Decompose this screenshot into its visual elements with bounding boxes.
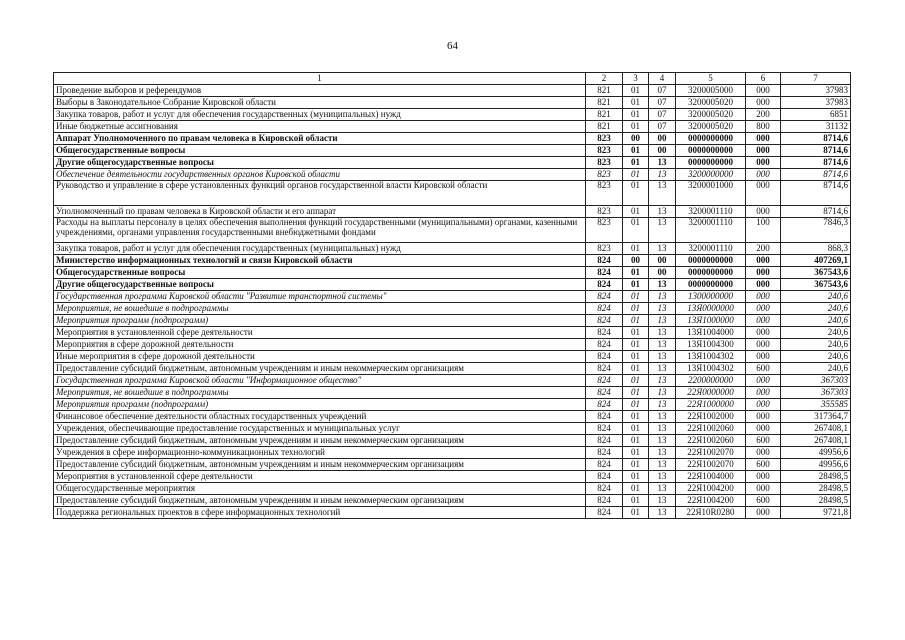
cell-admin-code: 824 [586,471,623,483]
cell-section: 01 [623,303,649,315]
cell-target-article: 1300000000 [676,291,746,303]
cell-amount: 8714,6 [781,157,851,169]
cell-section: 00 [623,255,649,267]
header-col-4: 4 [649,73,676,85]
table-row [54,459,851,471]
cell-name: Учреждения в сфере информационно-коммуникационных технологий [54,447,586,459]
cell-admin-code: 823 [586,206,623,218]
cell-section: 01 [623,218,649,243]
cell-admin-code: 824 [586,411,623,423]
table-row [54,423,851,435]
table-row [54,279,851,291]
table-row [54,471,851,483]
table-row [54,435,851,447]
cell-admin-code: 824 [586,483,623,495]
cell-name: Мероприятия, не вошедшие в подпрограммы [54,303,586,315]
cell-name: Общегосударственные вопросы [54,145,586,157]
cell-admin-code: 821 [586,97,623,109]
cell-admin-code: 823 [586,133,623,145]
cell-name: Общегосударственные мероприятия [54,483,586,495]
cell-section: 01 [623,423,649,435]
cell-admin-code: 823 [586,181,623,206]
cell-target-article: 3200005020 [676,97,746,109]
cell-subsection: 07 [649,109,676,121]
cell-section: 01 [623,267,649,279]
cell-section: 01 [623,399,649,411]
cell-section: 01 [623,471,649,483]
header-col-1: 1 [54,73,586,85]
cell-amount: 355585 [781,399,851,411]
cell-section: 01 [623,206,649,218]
cell-target-article: 0000000000 [676,145,746,157]
cell-amount: 367543,6 [781,279,851,291]
cell-target-article: 22Я1000000 [676,399,746,411]
cell-section: 01 [623,435,649,447]
cell-admin-code: 824 [586,279,623,291]
cell-subsection: 13 [649,423,676,435]
cell-target-article: 13Я1004302 [676,363,746,375]
cell-amount: 868,3 [781,243,851,255]
cell-admin-code: 824 [586,291,623,303]
cell-expense-type: 000 [746,375,781,387]
cell-admin-code: 824 [586,363,623,375]
cell-admin-code: 821 [586,85,623,97]
cell-section: 01 [623,315,649,327]
cell-expense-type: 600 [746,495,781,507]
cell-expense-type: 200 [746,109,781,121]
cell-admin-code: 823 [586,218,623,243]
table-row [54,303,851,315]
cell-target-article: 3200005020 [676,109,746,121]
cell-section: 01 [623,243,649,255]
table-row [54,206,851,218]
cell-section: 01 [623,483,649,495]
cell-section: 01 [623,411,649,423]
table-row [54,291,851,303]
cell-section: 01 [623,291,649,303]
cell-target-article: 22Я1002060 [676,435,746,447]
cell-subsection: 13 [649,411,676,423]
table-row [54,363,851,375]
cell-name: Предоставление субсидий бюджетным, автономным учреждениям и иным некоммерческим организациям [54,459,586,471]
cell-subsection: 13 [649,495,676,507]
cell-target-article: 0000000000 [676,133,746,145]
cell-subsection: 13 [649,181,676,206]
table-row [54,315,851,327]
cell-name: Предоставление субсидий бюджетным, автономным учреждениям и иным некоммерческим организациям [54,495,586,507]
cell-amount: 28498,5 [781,483,851,495]
cell-amount: 28498,5 [781,495,851,507]
cell-admin-code: 824 [586,423,623,435]
cell-amount: 240,6 [781,291,851,303]
table-row [54,483,851,495]
cell-amount: 367303 [781,387,851,399]
cell-section: 01 [623,121,649,133]
cell-name: Предоставление субсидий бюджетным, автономным учреждениям и иным некоммерческим организациям [54,435,586,447]
cell-target-article: 22Я1002060 [676,423,746,435]
cell-name: Предоставление субсидий бюджетным, автономным учреждениям и иным некоммерческим организациям [54,363,586,375]
cell-amount: 37983 [781,85,851,97]
cell-expense-type: 000 [746,267,781,279]
cell-expense-type: 000 [746,483,781,495]
cell-name: Мероприятия программ (подпрограмм) [54,399,586,411]
cell-amount: 240,6 [781,327,851,339]
cell-subsection: 13 [649,447,676,459]
cell-target-article: 3200005020 [676,121,746,133]
cell-subsection: 00 [649,255,676,267]
table-row [54,375,851,387]
header-col-5: 5 [676,73,746,85]
cell-subsection: 07 [649,121,676,133]
cell-name: Проведение выборов и референдумов [54,85,586,97]
cell-subsection: 13 [649,399,676,411]
cell-subsection: 13 [649,387,676,399]
cell-section: 01 [623,145,649,157]
cell-target-article: 3200005000 [676,85,746,97]
table-row [54,243,851,255]
table-row [54,327,851,339]
cell-name: Мероприятия в установленной сфере деятельности [54,471,586,483]
cell-expense-type: 000 [746,255,781,267]
cell-amount: 49956,6 [781,459,851,471]
table-row [54,121,851,133]
cell-target-article: 22Я1004000 [676,471,746,483]
cell-amount: 267408,1 [781,423,851,435]
cell-name: Мероприятия в сфере дорожной деятельности [54,339,586,351]
cell-amount: 240,6 [781,315,851,327]
cell-section: 01 [623,339,649,351]
cell-amount: 8714,6 [781,133,851,145]
cell-subsection: 13 [649,279,676,291]
cell-target-article: 0000000000 [676,279,746,291]
cell-target-article: 3200001000 [676,181,746,206]
cell-subsection: 13 [649,243,676,255]
cell-subsection: 13 [649,303,676,315]
cell-subsection: 13 [649,291,676,303]
cell-target-article: 3200000000 [676,169,746,181]
cell-expense-type: 000 [746,303,781,315]
cell-subsection: 13 [649,363,676,375]
cell-subsection: 00 [649,145,676,157]
cell-section: 01 [623,85,649,97]
cell-subsection: 07 [649,97,676,109]
cell-expense-type: 000 [746,411,781,423]
cell-amount: 240,6 [781,303,851,315]
cell-subsection: 13 [649,471,676,483]
cell-expense-type: 000 [746,145,781,157]
header-col-3: 3 [623,73,649,85]
cell-admin-code: 824 [586,375,623,387]
cell-target-article: 13Я1004302 [676,351,746,363]
cell-admin-code: 824 [586,255,623,267]
cell-subsection: 13 [649,351,676,363]
cell-expense-type: 100 [746,218,781,243]
cell-target-article: 13Я0000000 [676,303,746,315]
cell-admin-code: 821 [586,109,623,121]
cell-expense-type: 200 [746,243,781,255]
cell-target-article: 13Я1000000 [676,315,746,327]
cell-expense-type: 000 [746,315,781,327]
cell-expense-type: 000 [746,507,781,519]
cell-subsection: 13 [649,315,676,327]
cell-subsection: 13 [649,169,676,181]
cell-name: Финансовое обеспечение деятельности областных государственных учреждений [54,411,586,423]
page-number: 64 [447,40,458,52]
cell-expense-type: 000 [746,181,781,206]
cell-subsection: 00 [649,267,676,279]
cell-expense-type: 000 [746,423,781,435]
cell-target-article: 2200000000 [676,375,746,387]
cell-expense-type: 000 [746,351,781,363]
cell-amount: 37983 [781,97,851,109]
cell-expense-type: 000 [746,157,781,169]
table-row [54,495,851,507]
cell-amount: 407269,1 [781,255,851,267]
cell-expense-type: 000 [746,291,781,303]
cell-amount: 240,6 [781,363,851,375]
cell-admin-code: 823 [586,243,623,255]
cell-target-article: 22Я1002000 [676,411,746,423]
cell-section: 01 [623,181,649,206]
cell-name: Другие общегосударственные вопросы [54,157,586,169]
cell-admin-code: 824 [586,351,623,363]
budget-table [53,72,851,519]
cell-admin-code: 821 [586,121,623,133]
cell-amount: 7846,3 [781,218,851,243]
cell-name: Государственная программа Кировской области "Развитие транспортной системы" [54,291,586,303]
table-header-row [54,73,851,85]
cell-admin-code: 824 [586,339,623,351]
cell-section: 01 [623,351,649,363]
cell-subsection: 00 [649,133,676,145]
cell-name: Министерство информационных технологий и связи Кировской области [54,255,586,267]
cell-section: 01 [623,109,649,121]
table-row [54,97,851,109]
cell-target-article: 13Я1004000 [676,327,746,339]
cell-subsection: 13 [649,459,676,471]
cell-expense-type: 000 [746,206,781,218]
cell-expense-type: 000 [746,399,781,411]
cell-amount: 267408,1 [781,435,851,447]
table-row [54,399,851,411]
cell-name: Иные мероприятия в сфере дорожной деятельности [54,351,586,363]
cell-expense-type: 000 [746,471,781,483]
cell-subsection: 13 [649,375,676,387]
cell-subsection: 13 [649,339,676,351]
cell-subsection: 13 [649,327,676,339]
cell-target-article: 22Я1004200 [676,483,746,495]
cell-target-article: 3200001110 [676,206,746,218]
cell-admin-code: 824 [586,315,623,327]
cell-name: Закупка товаров, работ и услуг для обеспечения государственных (муниципальных) нужд [54,243,586,255]
header-col-2: 2 [586,73,623,85]
cell-target-article: 13Я1004300 [676,339,746,351]
cell-subsection: 07 [649,85,676,97]
cell-expense-type: 000 [746,85,781,97]
table-row [54,85,851,97]
cell-name: Мероприятия, не вошедшие в подпрограммы [54,387,586,399]
table-row [54,157,851,169]
cell-amount: 367543,6 [781,267,851,279]
cell-amount: 317364,7 [781,411,851,423]
table-row [54,133,851,145]
cell-name: Аппарат Уполномоченного по правам человека в Кировской области [54,133,586,145]
cell-target-article: 22Я1004200 [676,495,746,507]
table-row [54,351,851,363]
cell-target-article: 0000000000 [676,157,746,169]
cell-subsection: 13 [649,507,676,519]
cell-amount: 8714,6 [781,206,851,218]
cell-target-article: 22Я1002070 [676,459,746,471]
cell-section: 01 [623,169,649,181]
table-row [54,507,851,519]
cell-amount: 9721,8 [781,507,851,519]
cell-name: Уполномоченный по правам человека в Кировской области и его аппарат [54,206,586,218]
cell-name: Другие общегосударственные вопросы [54,279,586,291]
cell-subsection: 13 [649,206,676,218]
cell-target-article: 3200001110 [676,218,746,243]
cell-target-article: 0000000000 [676,267,746,279]
cell-target-article: 22Я0000000 [676,387,746,399]
cell-section: 01 [623,327,649,339]
cell-admin-code: 824 [586,303,623,315]
cell-admin-code: 824 [586,507,623,519]
cell-admin-code: 823 [586,157,623,169]
cell-expense-type: 600 [746,435,781,447]
cell-admin-code: 824 [586,267,623,279]
cell-target-article: 22Я10R0280 [676,507,746,519]
cell-amount: 8714,6 [781,181,851,206]
cell-name: Государственная программа Кировской области "Информационное общество" [54,375,586,387]
cell-admin-code: 824 [586,327,623,339]
cell-expense-type: 000 [746,133,781,145]
table-row [54,339,851,351]
cell-admin-code: 824 [586,447,623,459]
cell-amount: 6851 [781,109,851,121]
cell-section: 01 [623,363,649,375]
cell-name: Мероприятия в установленной сфере деятельности [54,327,586,339]
cell-expense-type: 800 [746,121,781,133]
cell-expense-type: 000 [746,97,781,109]
table-row [54,218,851,243]
cell-name: Выборы в Законодательное Собрание Кировской области [54,97,586,109]
header-col-6: 6 [746,73,781,85]
cell-expense-type: 000 [746,339,781,351]
cell-section: 01 [623,387,649,399]
cell-section: 01 [623,279,649,291]
cell-section: 01 [623,97,649,109]
table-row [54,411,851,423]
cell-name: Поддержка региональных проектов в сфере информационных технологий [54,507,586,519]
cell-name: Учреждения, обеспечивающие предоставление государственных и муниципальных услуг [54,423,586,435]
cell-expense-type: 000 [746,169,781,181]
cell-admin-code: 824 [586,435,623,447]
cell-amount: 28498,5 [781,471,851,483]
table-row [54,255,851,267]
cell-target-article: 22Я1002070 [676,447,746,459]
cell-subsection: 13 [649,483,676,495]
cell-subsection: 13 [649,218,676,243]
header-col-7: 7 [781,73,851,85]
cell-section: 01 [623,447,649,459]
cell-name: Обеспечение деятельности государственных органов Кировской области [54,169,586,181]
cell-amount: 49956,6 [781,447,851,459]
cell-name: Мероприятия программ (подпрограмм) [54,315,586,327]
cell-admin-code: 823 [586,169,623,181]
table-row [54,387,851,399]
cell-amount: 8714,6 [781,169,851,181]
cell-section: 01 [623,495,649,507]
cell-admin-code: 823 [586,145,623,157]
table-row [54,181,851,206]
cell-amount: 240,6 [781,339,851,351]
table-row [54,447,851,459]
cell-amount: 367303 [781,375,851,387]
table-row [54,145,851,157]
table-row [54,109,851,121]
cell-admin-code: 824 [586,387,623,399]
cell-name: Закупка товаров, работ и услуг для обеспечения государственных (муниципальных) нужд [54,109,586,121]
cell-expense-type: 000 [746,387,781,399]
cell-section: 01 [623,507,649,519]
cell-subsection: 13 [649,157,676,169]
cell-subsection: 13 [649,435,676,447]
cell-admin-code: 824 [586,495,623,507]
cell-section: 01 [623,459,649,471]
cell-section: 01 [623,375,649,387]
cell-amount: 8714,6 [781,145,851,157]
cell-name: Руководство и управление в сфере установленных функций органов государственной власти Кировской области [54,181,586,206]
cell-expense-type: 000 [746,327,781,339]
cell-section: 01 [623,157,649,169]
table-row [54,267,851,279]
cell-expense-type: 600 [746,459,781,471]
cell-admin-code: 824 [586,399,623,411]
cell-amount: 31132 [781,121,851,133]
cell-amount: 240,6 [781,351,851,363]
cell-name: Общегосударственные вопросы [54,267,586,279]
cell-expense-type: 600 [746,363,781,375]
cell-expense-type: 000 [746,447,781,459]
table-row [54,169,851,181]
cell-section: 00 [623,133,649,145]
cell-expense-type: 000 [746,279,781,291]
cell-name: Иные бюджетные ассигнования [54,121,586,133]
cell-target-article: 0000000000 [676,255,746,267]
cell-admin-code: 824 [586,459,623,471]
cell-target-article: 3200001110 [676,243,746,255]
cell-name: Расходы на выплаты персоналу в целях обеспечения выполнения функций государственными (муниципальными) органами, казенными учреждениями, органами управления государственными внебюджетными фондами [54,218,586,243]
